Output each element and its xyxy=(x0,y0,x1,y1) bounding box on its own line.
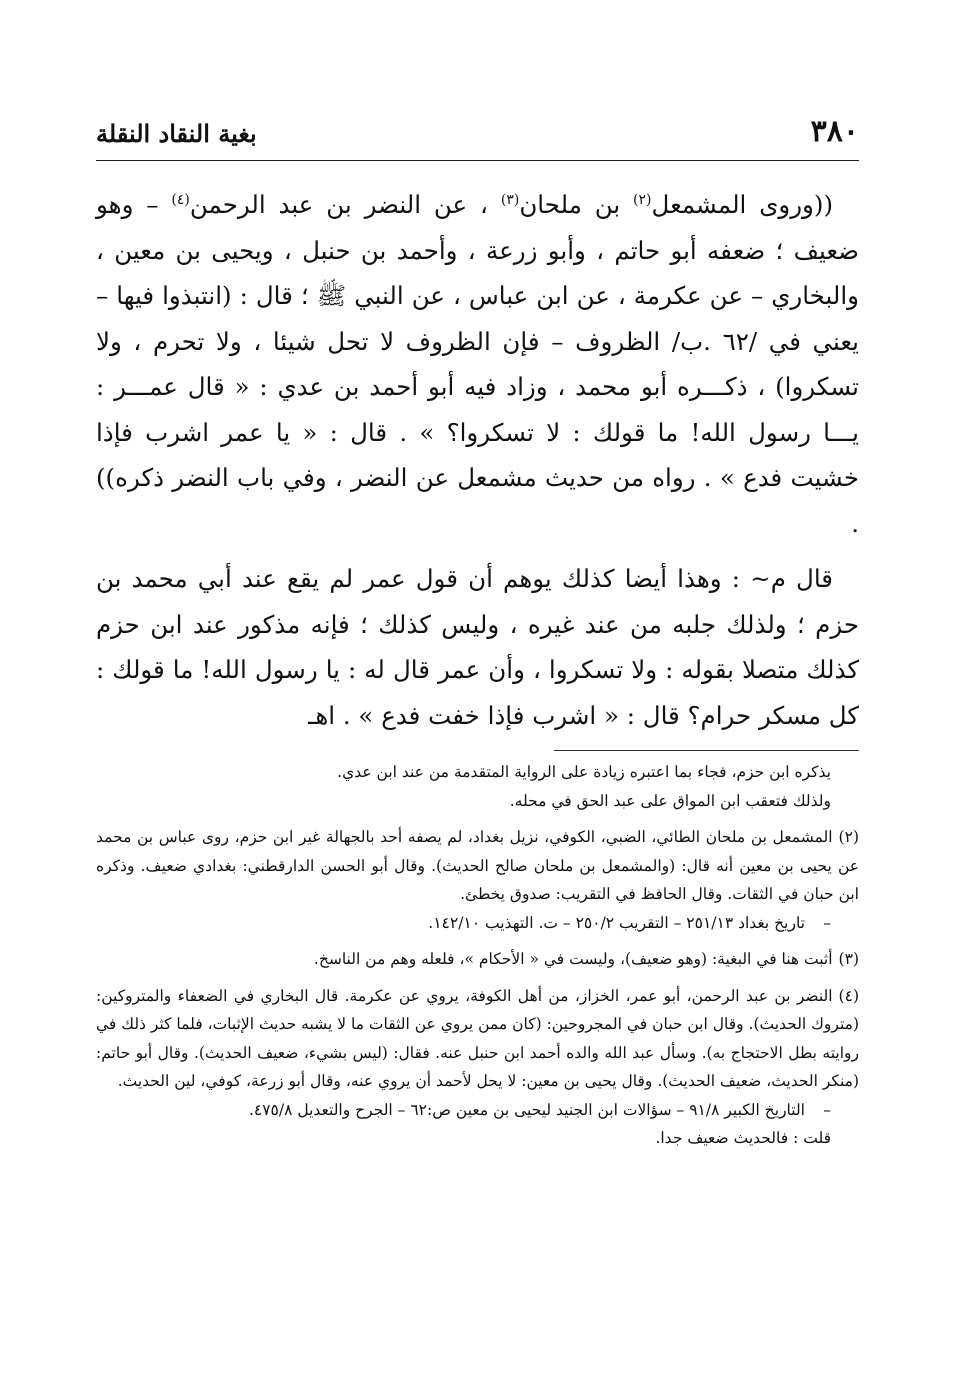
paragraph-commentary: قال م~ : وهذا أيضا كذلك يوهم أن قول عمر لم يقع عند أبي محمد بن حزم ؛ ولذلك جلبه من عند غيره ، وليس كذلك ؛ فإنه مذكور عند ابن حزم كذلك متصلا بقوله : ولا تسكروا ، وأن عمر قال له : يا رسول الله! ما قولك : كل مسكر حرام؟ قال : « اشرب فإذا خفت فدع » . اهـ xyxy=(96,564,859,730)
main-text xyxy=(96,182,859,738)
paragraph1-part4: – وهو ضعيف ؛ ضعفه أبو حاتم ، وأبو زرعة ، وأحمد بن حنبل ، ويحيى بن معين ، والبخاري – عن عكرمة ، عن ابن عباس ، عن النبي ﷺ ؛ قال : (انتبذوا فيها – يعني في /٦٢ .ب/ الظروف – فإن الظروف لا تحل شيئا ، ولا تحرم ، ولا تسكروا) ، ذكـــره أبو محمد ، وزاد فيه أبو أحمد بن عدي : « قال عمـــر : يـــا رسول الله! ما قولك : لا تسكروا؟ » . قال : « يا عمر اشرب فإذا خشيت فدع » . رواه من حديث مشمعل عن النضر ، وفي باب النضر ذكره)) . xyxy=(96,190,859,538)
footnote-3-number: (٣) xyxy=(838,950,859,968)
paragraph-quotation xyxy=(96,182,859,546)
paragraph1-part1: ((وروى المشمعل xyxy=(651,190,834,219)
footnote-3-text: أثبت هنا في البغية: (وهو ضعيف)، وليست في « الأحكام »، فلعله وهم من الناسخ. xyxy=(313,950,833,968)
footnote-continuation xyxy=(96,758,859,815)
footnote-4-sources xyxy=(96,1096,859,1125)
footnote-4 xyxy=(96,982,859,1153)
footnote-ref-4: (٤) xyxy=(171,191,190,208)
footnote-4-note: قلت : فالحديث ضعيف جدا. xyxy=(655,1129,831,1147)
running-title: بغية النقاد النقلة xyxy=(96,119,257,148)
footnotes xyxy=(96,758,859,1161)
footnote-2-sources xyxy=(96,909,859,938)
page-header xyxy=(96,112,859,156)
page-number: ٣٨٠ xyxy=(810,114,859,149)
footnote-2-sources-text: تاريخ بغداد ٢٥١/١٣ – التقريب ٢٥٠/٢ – ت. التهذيب ١٤٢/١٠. xyxy=(428,913,805,932)
footnote-continuation-line-2: ولذلك فتعقب ابن المواق على عبد الحق في محله. xyxy=(509,791,831,810)
header-rule xyxy=(96,160,859,161)
footnote-4-text: النضر بن عبد الرحمن، أبو عمر، الخزاز، من أهل الكوفة، يروي عن عكرمة. قال البخاري في الضعفاء والمتروكين: (متروك الحديث). وقال ابن حبان في المجروحين: (كان ممن يروي عن الثقات ما لا يشبه حديث الإثبات، فلما كثر ذلك في روايته بطل الاحتجاج به). وسأل عبد الله والده أحمد ابن حنبل عنه. فقال: (ليس بشيء، ضعيف الحديث). وقال أبو حاتم: (منكر الحديث، ضعيف الحديث). وقال يحيى بن معين: لا يحل لأحمد أن يروي عنه، وقال أبو زرعة، كوفي، لين الحديث. xyxy=(96,986,859,1090)
footnote-ref-2: (٢) xyxy=(633,191,652,208)
footnote-2 xyxy=(96,823,859,937)
footnote-4-sources-text: التاريخ الكبير ٩١/٨ – سؤالات ابن الجنيد ليحيى بن معين ص:٦٢ – الجرح والتعديل ٤٧٥/٨. xyxy=(248,1100,805,1119)
footnote-4-dash: – xyxy=(823,1100,831,1119)
paragraph1-part3: ، عن النضر بن عبد الرحمن xyxy=(189,190,501,219)
footnote-ref-3: (٣) xyxy=(500,191,520,208)
footnote-4-number: (٤) xyxy=(838,986,859,1005)
paragraph1-part2: بن ملحان xyxy=(519,190,634,219)
footnote-continuation-line-1: يذكره ابن حزم، فجاء بما اعتبره زيادة على الرواية المتقدمة من عند ابن عدي. xyxy=(337,763,831,781)
footnote-2-text: المشمعل بن ملحان الطائي، الضبي، الكوفي، نزيل بغداد، لم يصفه أحد بالجهالة غير ابن حزم، روى عباس بن محمد عن يحيى بن معين أنه قال: (والمشمعل بن ملحان صالح الحديث). وقال أبو الحسن الدارقطني: بغدادي ضعيف. وذكره ابن حبان في الثقات. وقال الحافظ في التقريب: صدوق يخطئ. xyxy=(96,828,859,903)
footnote-3 xyxy=(96,945,859,974)
footnote-separator xyxy=(554,750,859,751)
footnote-2-dash: – xyxy=(823,913,831,932)
footnote-2-number: (٢) xyxy=(838,828,859,846)
